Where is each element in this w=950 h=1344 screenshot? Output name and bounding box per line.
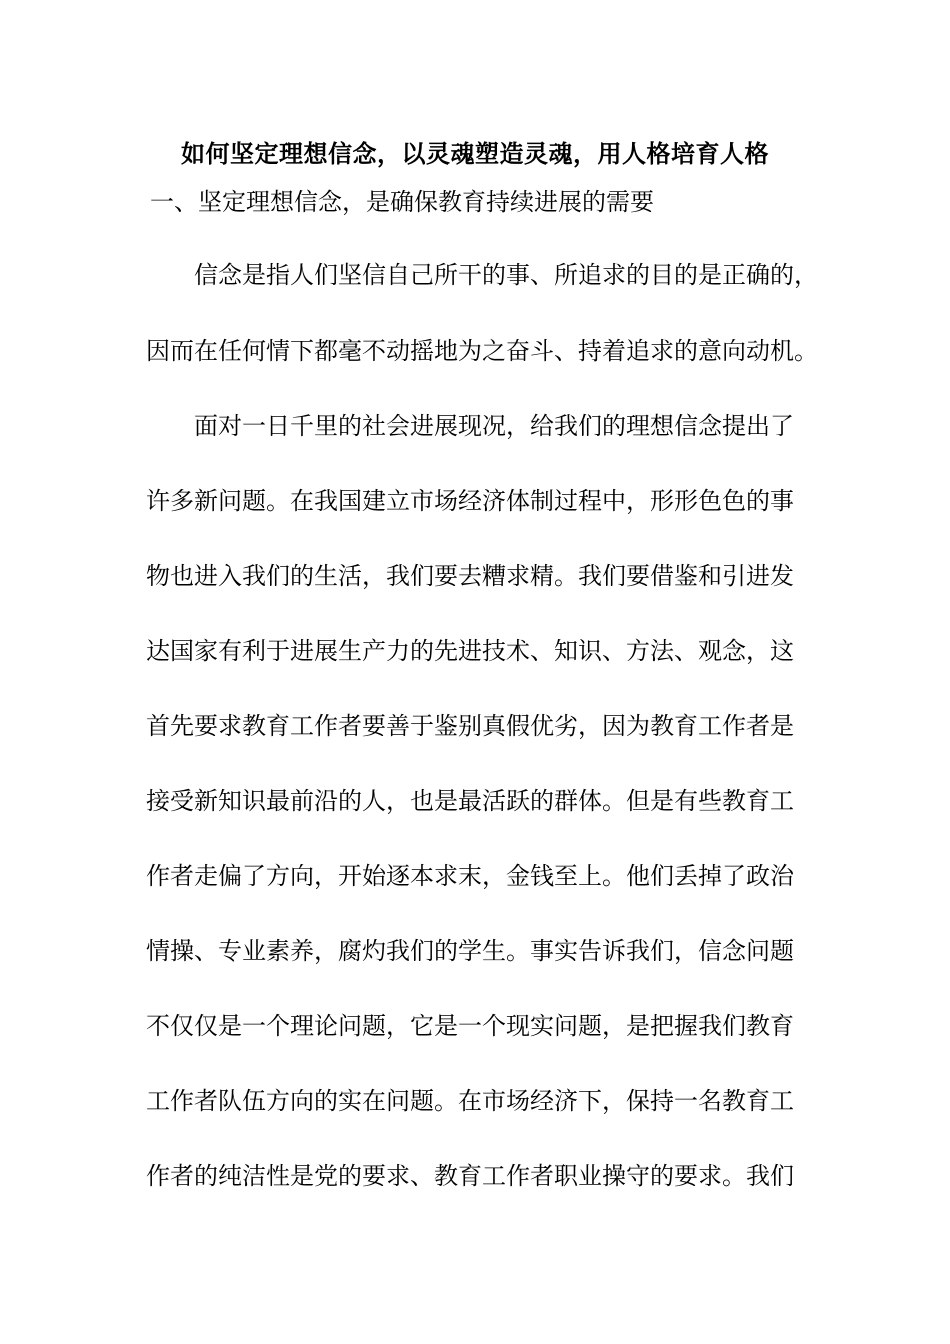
paragraph-line: 信念是指人们坚信自己所干的事、所追求的目的是正确的，: [194, 261, 818, 289]
paragraph-line: 达国家有利于进展生产力的先进技术、知识、方法、观念，这: [146, 637, 794, 665]
paragraph-line: 面对一日千里的社会进展现况，给我们的理想信念提出了: [194, 412, 794, 440]
paragraph-line: 因而在任何情下都毫不动摇地为之奋斗、持着追求的意向动机。: [146, 337, 818, 365]
paragraph-line: 作者的纯洁性是党的要求、教育工作者职业操守的要求。我们: [146, 1162, 794, 1190]
paragraph-line: 许多新问题。在我国建立市场经济体制过程中，形形色色的事: [146, 487, 794, 515]
paragraph-line: 情操、专业素养，腐灼我们的学生。事实告诉我们，信念问题: [146, 937, 794, 965]
section-heading: 一、坚定理想信念，是确保教育持续进展的需要: [150, 188, 654, 216]
paragraph-line: 首先要求教育工作者要善于鉴别真假优劣，因为教育工作者是: [146, 712, 794, 740]
document-title: 如何坚定理想信念，以灵魂塑造灵魂，用人格培育人格: [181, 139, 769, 168]
paragraph-line: 工作者队伍方向的实在问题。在市场经济下，保持一名教育工: [146, 1087, 794, 1115]
paragraph-line: 物也进入我们的生活，我们要去糟求精。我们要借鉴和引进发: [146, 562, 794, 590]
paragraph-line: 接受新知识最前沿的人，也是最活跃的群体。但是有些教育工: [146, 787, 794, 815]
paragraph-line: 不仅仅是一个理论问题，它是一个现实问题，是把握我们教育: [146, 1012, 794, 1040]
paragraph-line: 作者走偏了方向，开始逐本求末，金钱至上。他们丢掉了政治: [146, 862, 794, 890]
